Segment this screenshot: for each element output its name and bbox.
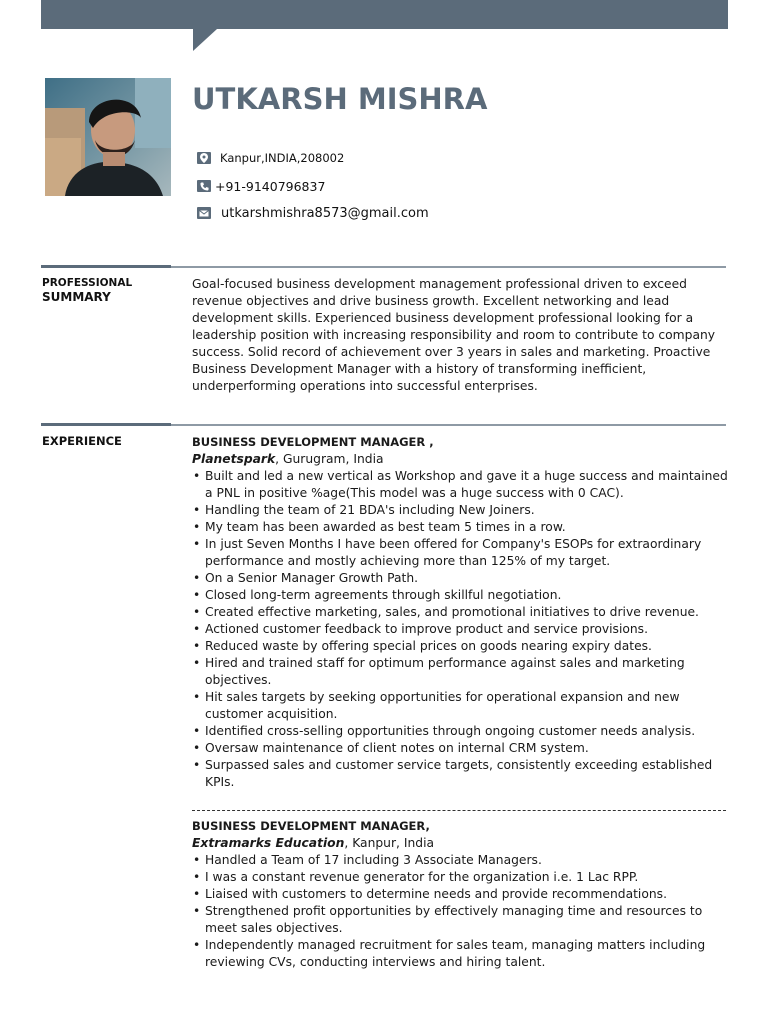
job-divider [192, 810, 726, 811]
summary-paragraph: Goal-focused business development management professional driven to exceed revenue objectives and drive business growth. Excellent networking and lead development skills. Experienced business development professional looking for a leadership position with increasing responsibility and room to contribute to company success. Solid record of achievement over 3 years in sales and marketing. Proactive Business Development Manager with a history of transforming inefficient, underperforming operations into successful enterprises. [192, 277, 716, 393]
email-text[interactable]: utkarshmishra8573@gmail.com [221, 205, 429, 221]
map-pin-icon [197, 152, 211, 164]
bullet-item: • Reduced waste by offering special prices on goods nearing expiry dates. [192, 638, 732, 655]
top-banner [41, 0, 728, 29]
job-location: , Gurugram, India [275, 452, 384, 466]
phone-text: +91-9140796837 [215, 178, 326, 194]
job-title: BUSINESS DEVELOPMENT MANAGER , [192, 435, 434, 449]
bullet-item: • I was a constant revenue generator for the organization i.e. 1 Lac RPP. [192, 869, 732, 886]
summary-label-line2: SUMMARY [42, 290, 111, 304]
job-entry-1 [192, 434, 732, 791]
bullet-item: • Created effective marketing, sales, and promotional initiatives to drive revenue. [192, 604, 732, 621]
bullet-item: • Oversaw maintenance of client notes on internal CRM system. [192, 740, 732, 757]
contact-phone [197, 178, 325, 194]
company-name: Extramarks Education [192, 836, 345, 850]
section-rule [171, 266, 726, 268]
profile-photo-illustration [45, 78, 171, 196]
bullet-item: • Identified cross-selling opportunities through ongoing customer needs analysis. [192, 723, 732, 740]
bullet-item: • Hit sales targets by seeking opportunities for operational expansion and new customer acquisition. [192, 689, 732, 723]
bullet-item: • Hired and trained staff for optimum performance against sales and marketing objectives. [192, 655, 732, 689]
bullet-item: • Handled a Team of 17 including 3 Associate Managers. [192, 852, 732, 869]
bullet-item: • Actioned customer feedback to improve product and service provisions. [192, 621, 732, 638]
phone-icon [197, 180, 211, 192]
section-rule-accent [41, 423, 171, 426]
section-rule-accent [41, 265, 171, 268]
experience-label: EXPERIENCE [42, 434, 122, 448]
bullet-item: • Built and led a new vertical as Workshop and gave it a huge success and maintained a PNL in positive %age(This model was a huge success with 0 CAC). [192, 468, 732, 502]
job-company-line [192, 451, 732, 468]
contact-location [197, 150, 344, 166]
summary-label-line1: PROFESSIONAL [42, 277, 133, 289]
bullet-item: • Closed long-term agreements through skillful negotiation. [192, 587, 732, 604]
bullet-item: • Independently managed recruitment for sales team, managing matters including reviewing CVs, conducting interviews and hiring talent. [192, 937, 732, 971]
bullet-item: • Handling the team of 21 BDA's including New Joiners. [192, 502, 732, 519]
job-bullets [192, 468, 732, 791]
bullet-item: • In just Seven Months I have been offered for Company's ESOPs for extraordinary performance and mostly achieving more than 125% of my target. [192, 536, 732, 570]
section-rule [171, 424, 726, 426]
job-location: , Kanpur, India [344, 836, 435, 850]
bullet-item: • Surpassed sales and customer service targets, consistently exceeding established KPIs. [192, 757, 732, 791]
profile-photo [45, 78, 171, 196]
section-label-experience [42, 434, 167, 448]
banner-notch [193, 29, 217, 51]
bullet-item: • Liaised with customers to determine needs and provide recommendations. [192, 886, 732, 903]
section-label-summary [42, 276, 167, 304]
contact-email [197, 205, 429, 221]
bullet-item: • Strengthened profit opportunities by effectively managing time and resources to meet sales objectives. [192, 903, 732, 937]
bullet-item: • My team has been awarded as best team 5 times in a row. [192, 519, 732, 536]
bullet-item: • On a Senior Manager Growth Path. [192, 570, 732, 587]
job-entry-2 [192, 818, 732, 971]
location-text: Kanpur,INDIA,208002 [220, 151, 345, 165]
job-company-line [192, 835, 732, 852]
company-name: Planetspark [192, 452, 276, 466]
candidate-name: UTKARSH MISHRA [192, 82, 488, 116]
job-title: BUSINESS DEVELOPMENT MANAGER, [192, 819, 430, 833]
mail-icon [197, 207, 211, 219]
job-bullets [192, 852, 732, 971]
